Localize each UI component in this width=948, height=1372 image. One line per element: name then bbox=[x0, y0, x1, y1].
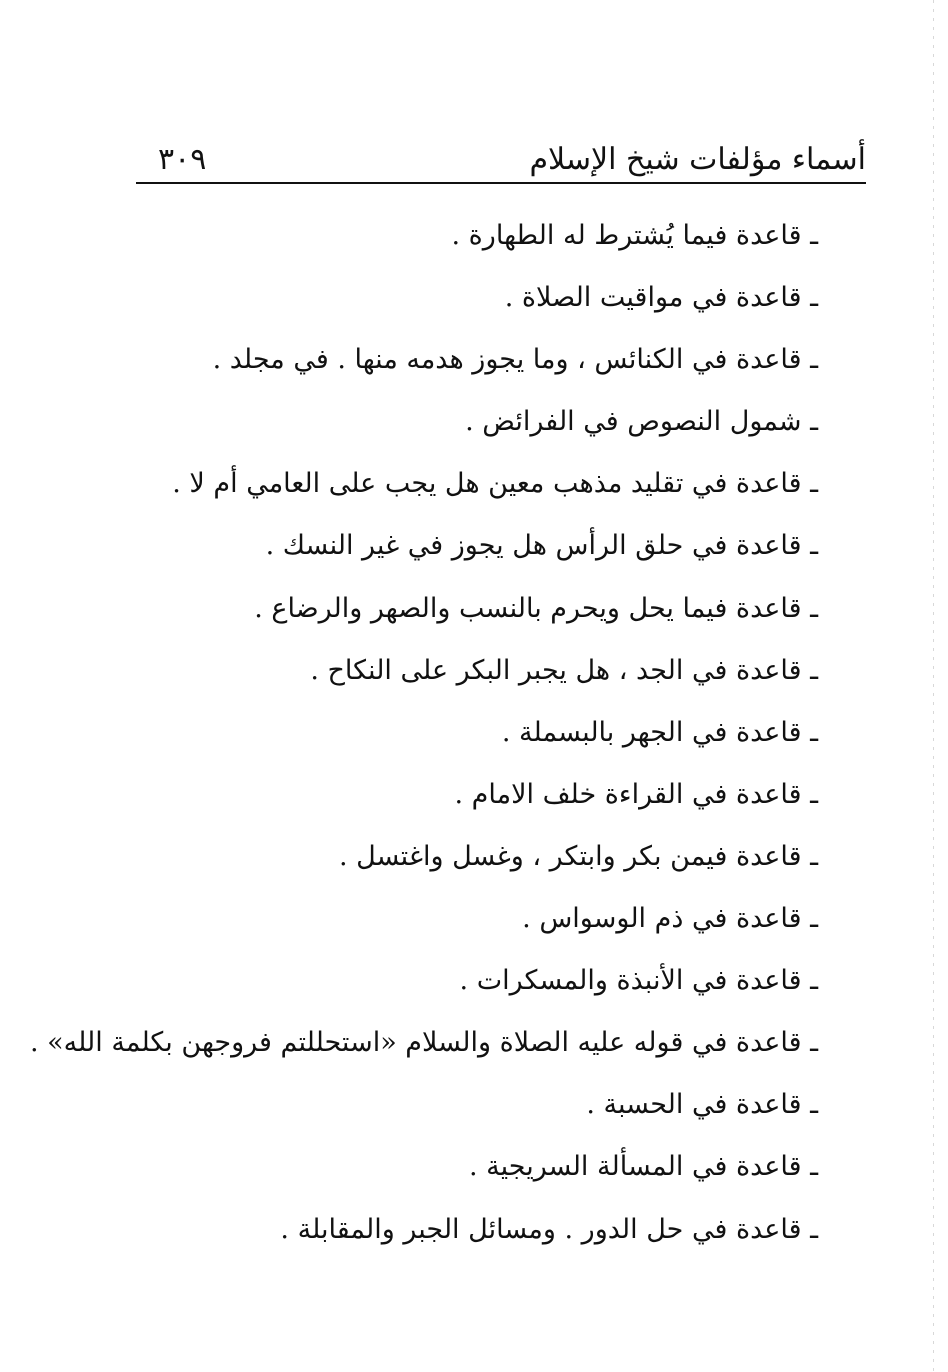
list-item: ـ قاعدة في قوله عليه الصلاة والسلام «استحللتم فروجهن بكلمة الله» . bbox=[29, 1027, 818, 1059]
list-item: ـ قاعدة في القراءة خلف الامام . bbox=[454, 778, 818, 810]
list-item: ـ قاعدة في مواقيت الصلاة . bbox=[504, 282, 818, 314]
running-title: أسماء مؤلفات شيخ الإسلام bbox=[529, 142, 866, 177]
list-item: ـ قاعدة في المسألة السريجية . bbox=[468, 1151, 818, 1183]
list-item: ـ قاعدة في الحسبة . bbox=[586, 1089, 818, 1121]
works-list bbox=[29, 211, 818, 1267]
page-edge-mark bbox=[933, 0, 934, 1372]
page-header bbox=[136, 138, 866, 184]
list-item: ـ قاعدة في تقليد مذهب معين هل يجب على العامي أم لا . bbox=[172, 468, 818, 500]
list-item: ـ قاعدة فيما يُشترط له الطهارة . bbox=[451, 220, 818, 251]
list-item: ـ قاعدة في الكنائس ، وما يجوز هدمه منها . في مجلد . bbox=[212, 344, 818, 376]
list-item: ـ قاعدة في الأنبذة والمسكرات . bbox=[459, 965, 818, 997]
list-item: ـ قاعدة فيما يحل ويحرم بالنسب والصهر والرضاع . bbox=[254, 592, 818, 624]
list-item: ـ قاعدة في الجهر بالبسملة . bbox=[501, 716, 818, 748]
list-item: ـ قاعدة في الجد ، هل يجبر البكر على النكاح . bbox=[310, 654, 818, 686]
list-item: ـ قاعدة في حلق الرأس هل يجوز في غير النسك . bbox=[265, 530, 818, 562]
list-item: ـ قاعدة في حل الدور . ومسائل الجبر والمقابلة . bbox=[280, 1213, 818, 1245]
page-number: ٣٠٩ bbox=[158, 142, 207, 177]
list-item: ـ قاعدة فيمن بكر وابتكر ، وغسل واغتسل . bbox=[338, 840, 818, 872]
list-item: ـ شمول النصوص في الفرائض . bbox=[465, 406, 818, 438]
list-item: ـ قاعدة في ذم الوسواس . bbox=[522, 903, 818, 935]
